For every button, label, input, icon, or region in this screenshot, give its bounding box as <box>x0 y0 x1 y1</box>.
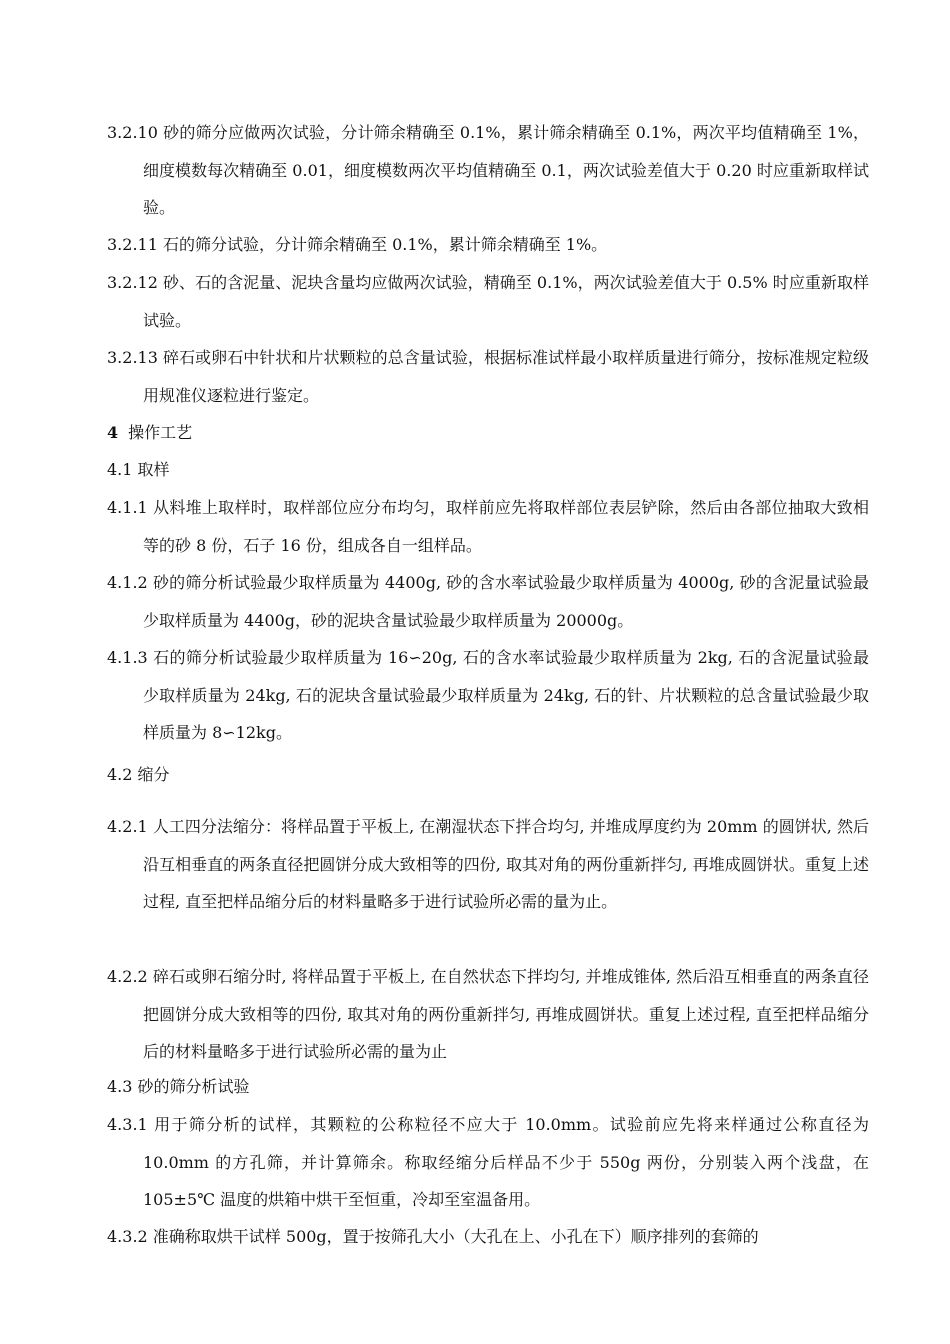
clause-4-3-1: 4.3.1 用于筛分析的试样，其颗粒的公称粒径不应大于 10.0mm。试验前应先将来样通过公称直径为 10.0mm 的方孔筛，并计算筛余。称取经缩分后样品不少于 550g 两份，分别装入两个浅盘，在 105±5℃ 温度的烘箱中烘干至恒重，冷却至室温备用。 <box>107 1115 869 1209</box>
clause-4-1-3: 4.1.3 石的筛分析试验最少取样质量为 16∽20g, 石的含水率试验最少取样质量为 2kg, 石的含泥量试验最少取样质量为 24kg, 石的泥块含量试验最少取样质量为 24kg, 石的针、片状颗粒的总含量试验最少取样质量为 8∽12kg。 <box>107 648 869 742</box>
clause-3-2-10: 3.2.10 砂的筛分应做两次试验，分计筛余精确至 0.1%，累计筛余精确至 0.1%，两次平均值精确至 1%，细度模数每次精确至 0.01，细度模数两次平均值精确至 0.1，两次试验差值大于 0.20 时应重新取样试验。 <box>107 123 869 217</box>
section-4-heading <box>107 414 192 452</box>
clause-4-2-1: 4.2.1 人工四分法缩分：将样品置于平板上, 在潮湿状态下拌合均匀, 并堆成厚度约为 20mm 的圆饼状, 然后沿互相垂直的两条直径把圆饼分成大致相等的四份, 取其对角的两份重新拌匀, 再堆成圆饼状。重复上述过程, 直至把样品缩分后的材料量略多于进行试验所必需的量为止。 <box>107 817 869 911</box>
section-4-number: 4 <box>107 423 119 442</box>
clause-4-2-2: 4.2.2 碎石或卵石缩分时, 将样品置于平板上, 在自然状态下拌均匀, 并堆成锥体, 然后沿互相垂直的两条直径把圆饼分成大致相等的四份, 取其对角的两份重新拌匀, 再堆成圆饼状。重复上述过程, 直至把样品缩分后的材料量略多于进行试验所必需的量为止 <box>107 967 869 1061</box>
clause-3-2-13: 3.2.13 碎石或卵石中针状和片状颗粒的总含量试验，根据标准试样最小取样质量进行筛分，按标准规定粒级用规准仪逐粒进行鉴定。 <box>107 348 869 405</box>
clause-4-3-2: 4.3.2 准确称取烘干试样 500g，置于按筛孔大小（大孔在上、小孔在下）顺序排列的套筛的 <box>107 1227 759 1246</box>
section-4-3-heading: 4.3 砂的筛分析试验 <box>107 1077 250 1096</box>
clause-4-1-1: 4.1.1 从料堆上取样时，取样部位应分布均匀，取样前应先将取样部位表层铲除，然后由各部位抽取大致相等的砂 8 份，石子 16 份，组成各自一组样品。 <box>107 498 869 555</box>
clause-4-1-2: 4.1.2 砂的筛分析试验最少取样质量为 4400g, 砂的含水率试验最少取样质量为 4000g, 砂的含泥量试验最少取样质量为 4400g，砂的泥块含量试验最少取样质量为 20000g。 <box>107 573 869 630</box>
section-4-title: 操作工艺 <box>128 423 193 442</box>
section-4-1-heading: 4.1 取样 <box>107 460 170 479</box>
clause-3-2-11: 3.2.11 石的筛分试验，分计筛余精确至 0.1%，累计筛余精确至 1%。 <box>107 235 608 254</box>
section-4-2-heading: 4.2 缩分 <box>107 765 170 784</box>
clause-3-2-12: 3.2.12 砂、石的含泥量、泥块含量均应做两次试验，精确至 0.1%，两次试验差值大于 0.5% 时应重新取样试验。 <box>107 273 869 330</box>
